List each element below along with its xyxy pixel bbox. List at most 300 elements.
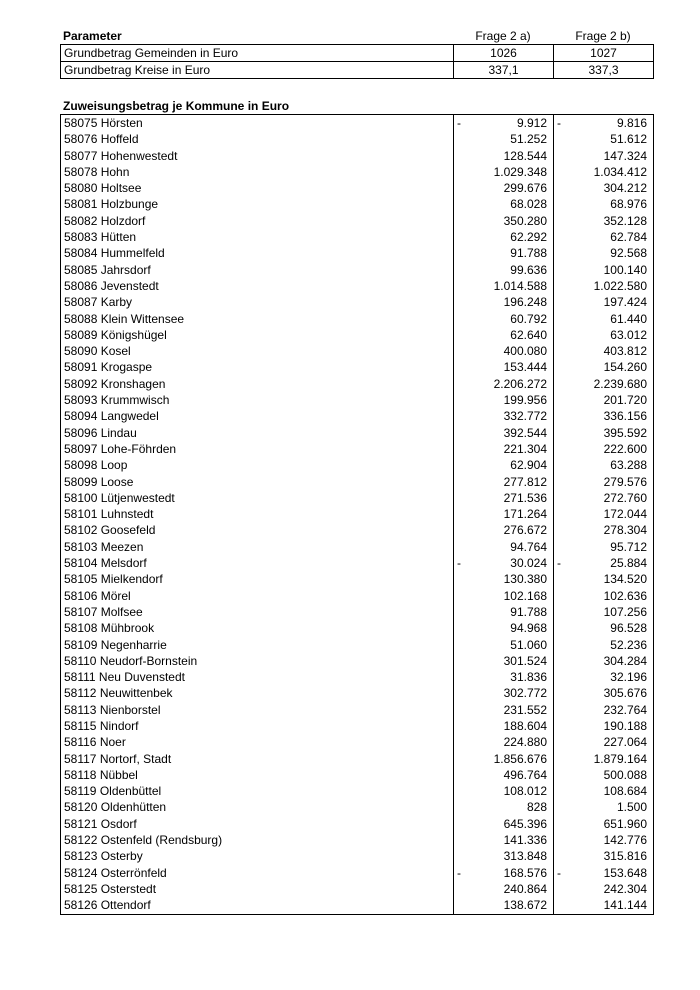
value-frage-2b xyxy=(554,865,654,881)
negative-sign: - xyxy=(557,865,561,880)
amount: 61.440 xyxy=(610,311,647,326)
value-frage-2b xyxy=(554,311,654,327)
value-frage-2b xyxy=(554,213,654,229)
amount: 51.612 xyxy=(610,132,647,147)
municipality-name: 58121 Osdorf xyxy=(61,816,454,832)
amount: 153.648 xyxy=(603,865,647,880)
amount: 31.836 xyxy=(510,670,547,685)
value-frage-2a xyxy=(454,571,554,587)
amount: 68.028 xyxy=(510,197,547,212)
amount: 99.636 xyxy=(510,262,547,277)
amount: 278.304 xyxy=(603,523,647,538)
municipality-name: 58101 Luhnstedt xyxy=(61,506,454,522)
amount: 138.672 xyxy=(503,898,547,913)
amount: 91.788 xyxy=(510,604,547,619)
amount: 392.544 xyxy=(503,425,547,440)
value-frage-2b xyxy=(554,669,654,685)
parameter-table xyxy=(60,44,654,79)
amount: 231.552 xyxy=(503,702,547,717)
amount: 305.676 xyxy=(603,686,647,701)
table-row xyxy=(61,392,654,408)
value-frage-2a xyxy=(454,425,554,441)
amount: 32.196 xyxy=(610,670,647,685)
amount: 142.776 xyxy=(603,833,647,848)
param-value-a: 337,1 xyxy=(454,62,554,79)
value-frage-2a xyxy=(454,653,554,669)
value-frage-2a xyxy=(454,669,554,685)
header-row xyxy=(60,28,653,44)
municipality-name: 58123 Osterby xyxy=(61,848,454,864)
value-frage-2b xyxy=(554,588,654,604)
value-frage-2b xyxy=(554,783,654,799)
amount: 227.064 xyxy=(603,735,647,750)
negative-sign: - xyxy=(557,556,561,571)
amount: 1.879.164 xyxy=(593,751,647,766)
value-frage-2b xyxy=(554,816,654,832)
allocation-table xyxy=(60,114,654,915)
value-frage-2a xyxy=(454,311,554,327)
amount: 224.880 xyxy=(503,735,547,750)
table-row xyxy=(61,115,654,132)
amount: 51.060 xyxy=(510,637,547,652)
value-frage-2a xyxy=(454,718,554,734)
value-frage-2b xyxy=(554,539,654,555)
value-frage-2b xyxy=(554,734,654,750)
parameter-label: Parameter xyxy=(63,29,122,43)
value-frage-2a xyxy=(454,522,554,538)
amount: 1.022.580 xyxy=(593,278,647,293)
amount: 1.014.588 xyxy=(493,278,547,293)
value-frage-2b xyxy=(554,767,654,783)
value-frage-2a xyxy=(454,164,554,180)
value-frage-2a xyxy=(454,213,554,229)
amount: 128.544 xyxy=(503,148,547,163)
value-frage-2a xyxy=(454,131,554,147)
table-row xyxy=(61,213,654,229)
negative-sign: - xyxy=(457,116,461,130)
value-frage-2b xyxy=(554,637,654,653)
value-frage-2a xyxy=(454,783,554,799)
amount: 62.640 xyxy=(510,327,547,342)
amount: 302.772 xyxy=(503,686,547,701)
value-frage-2a xyxy=(454,588,554,604)
amount: 279.576 xyxy=(603,474,647,489)
amount: 91.788 xyxy=(510,246,547,261)
table-row xyxy=(61,327,654,343)
value-frage-2b xyxy=(554,148,654,164)
value-frage-2b xyxy=(554,474,654,490)
municipality-name: 58104 Melsdorf xyxy=(61,555,454,571)
amount: 222.600 xyxy=(603,441,647,456)
amount: 154.260 xyxy=(603,360,647,375)
amount: 1.034.412 xyxy=(593,164,647,179)
amount: 2.206.272 xyxy=(493,376,547,391)
amount: 496.764 xyxy=(503,767,547,782)
municipality-name: 58090 Kosel xyxy=(61,343,454,359)
municipality-name: 58106 Mörel xyxy=(61,588,454,604)
value-frage-2b xyxy=(554,376,654,392)
table-row xyxy=(61,376,654,392)
amount: 242.304 xyxy=(603,881,647,896)
table-row xyxy=(61,245,654,261)
value-frage-2b xyxy=(554,571,654,587)
municipality-name: 58088 Klein Wittensee xyxy=(61,311,454,327)
amount: 51.252 xyxy=(510,132,547,147)
municipality-name: 58098 Loop xyxy=(61,457,454,473)
table-row xyxy=(61,294,654,310)
municipality-name: 58094 Langwedel xyxy=(61,408,454,424)
param-label: Grundbetrag Gemeinden in Euro xyxy=(61,45,454,62)
value-frage-2a xyxy=(454,734,554,750)
amount: 336.156 xyxy=(603,409,647,424)
municipality-name: 58089 Königshügel xyxy=(61,327,454,343)
municipality-name: 58096 Lindau xyxy=(61,425,454,441)
table-row xyxy=(61,425,654,441)
table-row xyxy=(61,571,654,587)
value-frage-2a xyxy=(454,148,554,164)
amount: 2.239.680 xyxy=(593,376,647,391)
value-frage-2b xyxy=(554,408,654,424)
amount: 1.029.348 xyxy=(493,164,547,179)
value-frage-2a xyxy=(454,865,554,881)
value-frage-2b xyxy=(554,294,654,310)
table-row xyxy=(61,408,654,424)
value-frage-2b xyxy=(554,490,654,506)
amount: 190.188 xyxy=(603,718,647,733)
amount: 63.012 xyxy=(610,327,647,342)
value-frage-2a xyxy=(454,474,554,490)
amount: 304.284 xyxy=(603,653,647,668)
amount: 147.324 xyxy=(603,148,647,163)
value-frage-2b xyxy=(554,164,654,180)
amount: 277.812 xyxy=(503,474,547,489)
value-frage-2b xyxy=(554,702,654,718)
value-frage-2b xyxy=(554,751,654,767)
value-frage-2b xyxy=(554,196,654,212)
amount: 9.912 xyxy=(516,116,547,130)
value-frage-2a xyxy=(454,327,554,343)
table-row xyxy=(61,539,654,555)
value-frage-2b xyxy=(554,262,654,278)
amount: 403.812 xyxy=(603,344,647,359)
municipality-name: 58083 Hütten xyxy=(61,229,454,245)
municipality-name: 58125 Osterstedt xyxy=(61,881,454,897)
table-row xyxy=(61,555,654,571)
value-frage-2a xyxy=(454,637,554,653)
municipality-name: 58084 Hummelfeld xyxy=(61,245,454,261)
value-frage-2a xyxy=(454,262,554,278)
table-row xyxy=(61,180,654,196)
value-frage-2a xyxy=(454,180,554,196)
municipality-name: 58112 Neuwittenbek xyxy=(61,685,454,701)
value-frage-2a xyxy=(454,343,554,359)
amount: 352.128 xyxy=(603,213,647,228)
value-frage-2a xyxy=(454,604,554,620)
value-frage-2b xyxy=(554,848,654,864)
value-frage-2a xyxy=(454,832,554,848)
table-row xyxy=(61,653,654,669)
amount: 199.956 xyxy=(503,393,547,408)
amount: 62.784 xyxy=(610,230,647,245)
table-row xyxy=(61,262,654,278)
table-row xyxy=(61,522,654,538)
value-frage-2a xyxy=(454,245,554,261)
municipality-name: 58097 Lohe-Föhrden xyxy=(61,441,454,457)
value-frage-2a xyxy=(454,359,554,375)
table-row xyxy=(61,848,654,864)
amount: 102.636 xyxy=(603,588,647,603)
value-frage-2a xyxy=(454,408,554,424)
municipality-name: 58076 Hoffeld xyxy=(61,131,454,147)
municipality-name: 58099 Loose xyxy=(61,474,454,490)
value-frage-2a xyxy=(454,555,554,571)
table-row xyxy=(61,343,654,359)
municipality-name: 58085 Jahrsdorf xyxy=(61,262,454,278)
amount: 92.568 xyxy=(610,246,647,261)
table-row xyxy=(61,490,654,506)
param-value-b: 337,3 xyxy=(554,62,654,79)
municipality-name: 58102 Goosefeld xyxy=(61,522,454,538)
amount: 828 xyxy=(526,800,547,815)
amount: 168.576 xyxy=(503,865,547,880)
value-frage-2b xyxy=(554,245,654,261)
value-frage-2b xyxy=(554,897,654,914)
municipality-name: 58119 Oldenbüttel xyxy=(61,783,454,799)
table-row xyxy=(61,604,654,620)
municipality-name: 58086 Jevenstedt xyxy=(61,278,454,294)
table-row xyxy=(61,506,654,522)
amount: 196.248 xyxy=(503,295,547,310)
table-row xyxy=(61,441,654,457)
municipality-name: 58108 Mühbrook xyxy=(61,620,454,636)
municipality-name: 58091 Krogaspe xyxy=(61,359,454,375)
table-row xyxy=(61,718,654,734)
value-frage-2b xyxy=(554,343,654,359)
table-row xyxy=(61,148,654,164)
amount: 272.760 xyxy=(603,490,647,505)
value-frage-2b xyxy=(554,604,654,620)
amount: 130.380 xyxy=(503,572,547,587)
municipality-name: 58077 Hohenwestedt xyxy=(61,148,454,164)
municipality-name: 58113 Nienborstel xyxy=(61,702,454,718)
document-page xyxy=(60,28,653,915)
amount: 232.764 xyxy=(603,702,647,717)
value-frage-2b xyxy=(554,327,654,343)
value-frage-2a xyxy=(454,685,554,701)
negative-sign: - xyxy=(557,116,561,130)
amount: 299.676 xyxy=(503,181,547,196)
table-row xyxy=(61,359,654,375)
value-frage-2a xyxy=(454,620,554,636)
value-frage-2b xyxy=(554,180,654,196)
value-frage-2a xyxy=(454,376,554,392)
amount: 197.424 xyxy=(603,295,647,310)
value-frage-2b xyxy=(554,555,654,571)
value-frage-2b xyxy=(554,522,654,538)
value-frage-2a xyxy=(454,539,554,555)
table-row xyxy=(61,637,654,653)
amount: 171.264 xyxy=(503,507,547,522)
param-row-gemeinden xyxy=(61,45,654,62)
amount: 108.012 xyxy=(503,784,547,799)
value-frage-2a xyxy=(454,799,554,815)
amount: 94.764 xyxy=(510,539,547,554)
table-row xyxy=(61,669,654,685)
municipality-name: 58093 Krummwisch xyxy=(61,392,454,408)
section-title: Zuweisungsbetrag je Kommune in Euro xyxy=(63,99,290,113)
value-frage-2b xyxy=(554,131,654,147)
table-row xyxy=(61,783,654,799)
amount: 201.720 xyxy=(603,393,647,408)
value-frage-2b xyxy=(554,718,654,734)
column-header-frage-2b: Frage 2 b) xyxy=(575,29,631,43)
amount: 153.444 xyxy=(503,360,547,375)
amount: 108.684 xyxy=(603,784,647,799)
amount: 240.864 xyxy=(503,881,547,896)
column-header-frage-2a: Frage 2 a) xyxy=(475,29,531,43)
municipality-name: 58092 Kronshagen xyxy=(61,376,454,392)
value-frage-2a xyxy=(454,457,554,473)
municipality-name: 58117 Nortorf, Stadt xyxy=(61,751,454,767)
municipality-name: 58118 Nübbel xyxy=(61,767,454,783)
value-frage-2a xyxy=(454,392,554,408)
amount: 134.520 xyxy=(603,572,647,587)
amount: 63.288 xyxy=(610,458,647,473)
value-frage-2b xyxy=(554,441,654,457)
value-frage-2b xyxy=(554,457,654,473)
parameter-header xyxy=(60,28,653,44)
value-frage-2a xyxy=(454,881,554,897)
value-frage-2a xyxy=(454,229,554,245)
amount: 188.604 xyxy=(503,718,547,733)
amount: 141.336 xyxy=(503,833,547,848)
negative-sign: - xyxy=(457,556,461,571)
param-value-a: 1026 xyxy=(454,45,554,62)
value-frage-2a xyxy=(454,506,554,522)
value-frage-2a xyxy=(454,441,554,457)
param-row-kreise xyxy=(61,62,654,79)
value-frage-2a xyxy=(454,751,554,767)
value-frage-2b xyxy=(554,653,654,669)
table-row xyxy=(61,196,654,212)
table-row xyxy=(61,832,654,848)
table-row xyxy=(61,164,654,180)
table-row xyxy=(61,311,654,327)
value-frage-2a xyxy=(454,848,554,864)
amount: 62.292 xyxy=(510,230,547,245)
table-row xyxy=(61,229,654,245)
table-row xyxy=(61,734,654,750)
amount: 400.080 xyxy=(503,344,547,359)
municipality-name: 58087 Karby xyxy=(61,294,454,310)
value-frage-2b xyxy=(554,620,654,636)
table-row xyxy=(61,474,654,490)
value-frage-2b xyxy=(554,425,654,441)
amount: 304.212 xyxy=(603,181,647,196)
amount: 96.528 xyxy=(610,621,647,636)
value-frage-2b xyxy=(554,685,654,701)
amount: 332.772 xyxy=(503,409,547,424)
value-frage-2a xyxy=(454,294,554,310)
amount: 141.144 xyxy=(603,898,647,913)
amount: 315.816 xyxy=(603,849,647,864)
amount: 25.884 xyxy=(610,556,647,571)
amount: 94.968 xyxy=(510,621,547,636)
value-frage-2a xyxy=(454,767,554,783)
value-frage-2a xyxy=(454,702,554,718)
municipality-name: 58126 Ottendorf xyxy=(61,897,454,914)
table-row xyxy=(61,278,654,294)
value-frage-2b xyxy=(554,799,654,815)
amount: 30.024 xyxy=(510,556,547,571)
amount: 276.672 xyxy=(503,523,547,538)
amount: 60.792 xyxy=(510,311,547,326)
municipality-name: 58100 Lütjenwestedt xyxy=(61,490,454,506)
value-frage-2b xyxy=(554,506,654,522)
table-row xyxy=(61,620,654,636)
municipality-name: 58105 Mielkendorf xyxy=(61,571,454,587)
table-row xyxy=(61,865,654,881)
amount: 102.168 xyxy=(503,588,547,603)
value-frage-2a xyxy=(454,816,554,832)
amount: 100.140 xyxy=(603,262,647,277)
municipality-name: 58111 Neu Duvenstedt xyxy=(61,669,454,685)
value-frage-2b xyxy=(554,359,654,375)
amount: 313.848 xyxy=(503,849,547,864)
table-row xyxy=(61,816,654,832)
table-row xyxy=(61,588,654,604)
amount: 52.236 xyxy=(610,637,647,652)
table-row xyxy=(61,799,654,815)
param-value-b: 1027 xyxy=(554,45,654,62)
amount: 645.396 xyxy=(503,816,547,831)
amount: 651.960 xyxy=(603,816,647,831)
municipality-name: 58124 Osterrönfeld xyxy=(61,865,454,881)
municipality-name: 58080 Holtsee xyxy=(61,180,454,196)
value-frage-2b xyxy=(554,832,654,848)
municipality-name: 58122 Ostenfeld (Rendsburg) xyxy=(61,832,454,848)
value-frage-2b xyxy=(554,278,654,294)
table-row xyxy=(61,751,654,767)
municipality-name: 58103 Meezen xyxy=(61,539,454,555)
value-frage-2b xyxy=(554,392,654,408)
value-frage-2a xyxy=(454,490,554,506)
table-row xyxy=(61,131,654,147)
table-row xyxy=(61,685,654,701)
value-frage-2a xyxy=(454,897,554,914)
municipality-name: 58078 Hohn xyxy=(61,164,454,180)
negative-sign: - xyxy=(457,865,461,880)
municipality-name: 58081 Holzbunge xyxy=(61,196,454,212)
municipality-name: 58107 Molfsee xyxy=(61,604,454,620)
table-row xyxy=(61,702,654,718)
value-frage-2b xyxy=(554,881,654,897)
amount: 500.088 xyxy=(603,767,647,782)
municipality-name: 58120 Oldenhütten xyxy=(61,799,454,815)
amount: 221.304 xyxy=(503,441,547,456)
municipality-name: 58082 Holzdorf xyxy=(61,213,454,229)
municipality-name: 58109 Negenharrie xyxy=(61,637,454,653)
municipality-name: 58116 Noer xyxy=(61,734,454,750)
amount: 172.044 xyxy=(603,507,647,522)
table-row xyxy=(61,881,654,897)
amount: 350.280 xyxy=(503,213,547,228)
amount: 62.904 xyxy=(510,458,547,473)
value-frage-2a xyxy=(454,278,554,294)
value-frage-2b xyxy=(554,229,654,245)
municipality-name: 58110 Neudorf-Bornstein xyxy=(61,653,454,669)
municipality-name: 58115 Nindorf xyxy=(61,718,454,734)
